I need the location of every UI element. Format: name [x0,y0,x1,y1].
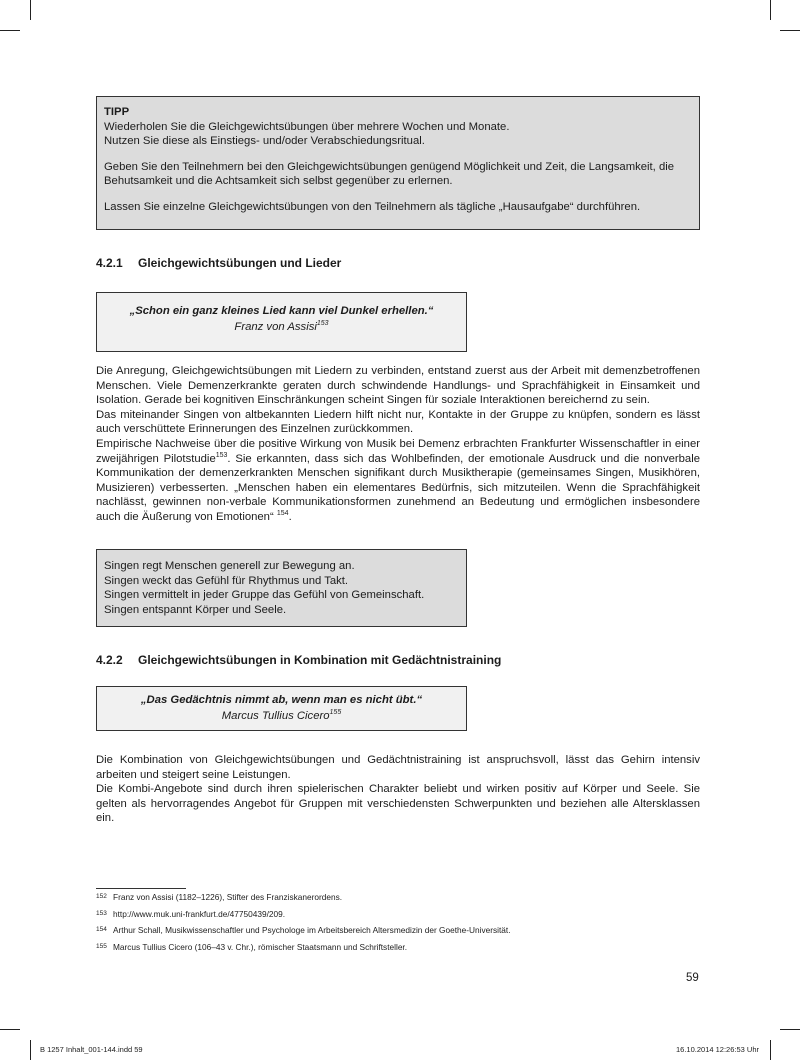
body-text [96,753,700,826]
tipp-paragraph: Geben Sie den Teilnehmern bei den Gleichgewichtsübungen genügend Möglichkeit und Zeit, die Langsamkeit, die Behutsamkeit und die Achtsamkeit sich selbst gegenüber zu erlernen. [104,160,675,187]
slug-timestamp: 16.10.2014 12:26:53 Uhr [676,1045,759,1054]
footnote: 152 Franz von Assisi (1182–1226), Stifter des Franziskanerordens. [96,892,343,902]
paragraph: Die Anregung, Gleichgewichtsübungen mit Liedern zu verbinden, entstand zuerst aus der Arbeit mit demenzbetroffenen Menschen. Viele Demenzerkrankte geraten durch schwindende Handlungs- und Sprachfähigkeit in Einsamkeit und Isolation. Gerade bei kognitiven Einschränkungen scheint Singen für soziale Interaktionen bereichernd zu sein. [96,365,700,407]
paragraph: Die Kombination von Gleichgewichtsübungen und Gedächtnistraining ist anspruchsvoll, lässt das Gehirn intensiv arbeiten und steigert seine Leistungen. [96,754,700,781]
crop-mark [770,1040,771,1060]
paragraph: Das miteinander Singen von altbekannten Liedern hilft nicht nur, Kontakte in der Gruppe zu knüpfen, sondern es lässt auch verschüttete Erinnerungen des Einzelnen zurückkommen. [96,408,700,436]
footnote-ref[interactable]: 153 [316,320,329,328]
crop-mark [0,1029,20,1030]
footnote-link[interactable]: http://www.muk.uni-frankfurt.de/47750439/209. [113,909,286,919]
section-number: 4.2.1 [96,256,123,270]
quote-text: „Schon ein ganz kleines Lied kann viel Dunkel erhellen.“ [129,305,434,317]
crop-mark [30,0,31,20]
tipp-line: Wiederholen Sie die Gleichgewichtsübungen über mehrere Wochen und Monate. [104,120,510,133]
paragraph: Die Kombi-Angebote sind durch ihren spielerischen Charakter beliebt und wirken positiv auf Körper und Seele. Sie gelten als hervorragendes Angebot für Gruppen mit verschiedensten Schwerpunkten und beziehen alle Altersklassen ein. [96,783,700,825]
quote-author: Franz von Assisi$^{153}$ [234,320,329,333]
section-number: 4.2.2 [96,653,123,667]
crop-mark [780,1029,800,1030]
footnote: 154 Arthur Schall, Musikwissenschaftler und Psychologe im Arbeitsbereich Altersmedizin der Goethe-Universität. [96,925,511,935]
footnote-ref[interactable]: 154 [276,510,289,518]
tipp-line: Nutzen Sie diese als Einstiegs- und/oder Verabschiedungsritual. [104,135,425,147]
footnote: 155 Marcus Tullius Cicero (106–43 v. Chr.), römischer Staatsmann und Schriftsteller. [96,942,408,952]
singing-line: Singen weckt das Gefühl für Rhythmus und Takt. [104,574,349,587]
footnote: 153 http://www.muk.uni-frankfurt.de/47750439/209. [96,909,286,919]
singing-box [96,549,467,627]
section-title: Gleichgewichtsübungen und Lieder [138,256,342,270]
quote-box [96,686,467,731]
quote-author: Marcus Tullius Cicero$^{155}$ [221,709,342,722]
footnote-ref[interactable]: 155 [329,709,342,717]
footnote-divider [96,888,186,889]
paragraph: Empirische Nachweise über die positive Wirkung von Musik bei Demenz erbrachten Frankfurter Wissenschaftler in einer zweijährigen Pilotstudie$^{153}$. Sie erkannten, dass sich das Wohlbefinden, der emotionale Ausdruck und die nonverbale Kommunikation der demenzerkrankten Menschen signifikant durch Musiktherapie (gemeinsames Singen, Musikhören, Musizieren) verbesserten. „Menschen haben ein elementares Bedürfnis, sich mitzuteilen. Wenn die Sprachfähigkeit nachlässt, gewinnen non-verbale Kommunikationsformen zunehmend an Bedeutung und ermöglichen insbesondere auch die Äußerung von Emotionen“ $^{154}$. [96,437,700,523]
crop-mark [770,0,771,20]
singing-line: Singen regt Menschen generell zur Bewegung an. [104,560,355,572]
section-title: Gleichgewichtsübungen in Kombination mit Gedächtnistraining [138,653,502,667]
slug-file: B 1257 Inhalt_001-144.indd 59 [40,1045,143,1054]
body-text [96,364,700,525]
tipp-paragraph: Lassen Sie einzelne Gleichgewichtsübungen von den Teilnehmern als tägliche „Hausaufgabe“ durchführen. [104,200,641,213]
section-heading [96,256,341,270]
crop-mark [0,30,20,31]
singing-line: Singen vermittelt in jeder Gruppe das Gefühl von Gemeinschaft. [104,589,425,601]
quote-text: „Das Gedächtnis nimmt ab, wenn man es nicht übt.“ [140,694,423,706]
singing-line: Singen entspannt Körper und Seele. [104,603,287,616]
section-heading [96,653,501,667]
footnote-ref[interactable]: 153 [215,451,228,459]
page-number: 59 [686,972,699,984]
crop-mark [30,1040,31,1060]
quote-box [96,292,467,352]
tipp-heading: TIPP [104,106,130,118]
crop-mark [780,30,800,31]
tipp-box [96,96,700,230]
